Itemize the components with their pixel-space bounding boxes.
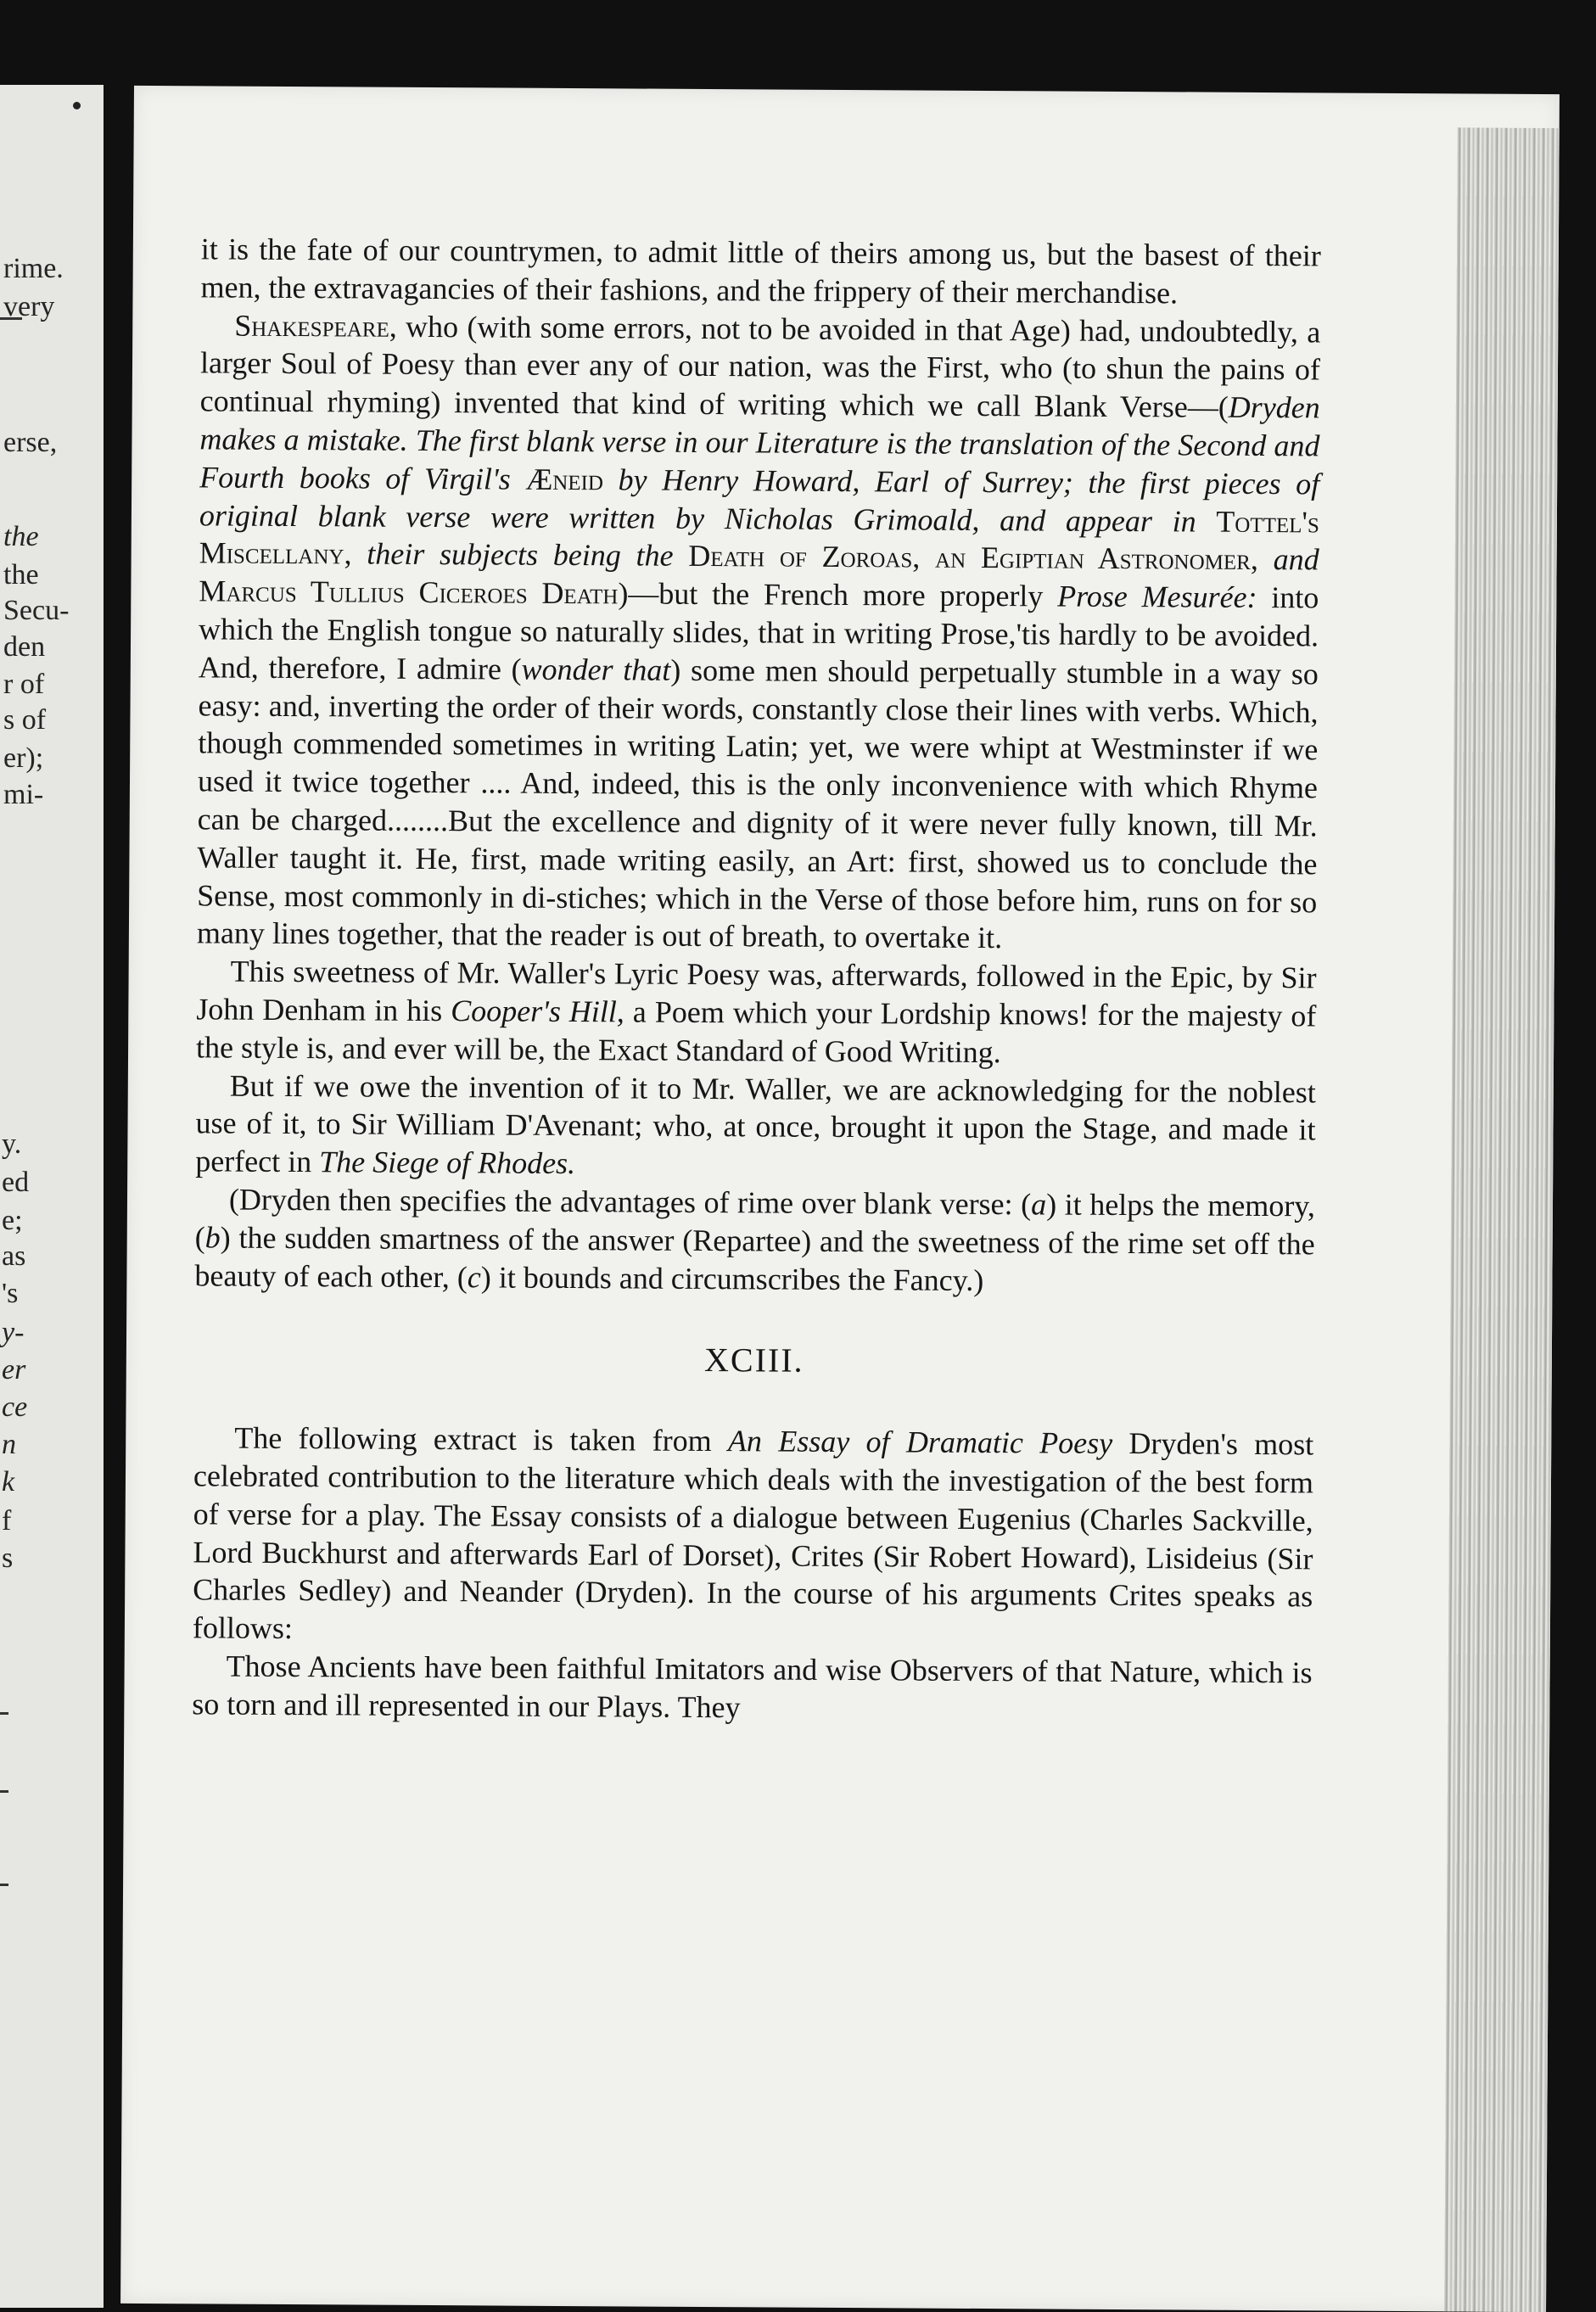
paragraph — [192, 1647, 1313, 1730]
text-run: , who (with some errors, not to be avoided in that Age) had, undoubtedly, a larger Soul of Poesy than ever any of our nation, was the First, who (to shun the pains of continual rhyming) invented that kind of writing which we call Blank Verse—( — [199, 309, 1321, 424]
work-title: Marcus Tullius Ciceroes Death — [199, 574, 619, 611]
italic-term: wonder that — [521, 652, 671, 687]
text-run: ) some men should perpetually stumble in a way so easy: and, inverting the order of their words, constantly close their lines with verbs. Which, though commended sometimes in writing Latin; yet, we were whipt at Westminster if we used it twice together .... And, indeed, this is the only inconvenience with which Rhyme can be charged........But the excellence and dignity of it were never fully known, till Mr. Waller taught it. He, first, made writing easily, an Art: first, showed us to conclude the Sense, most commonly in di-stiches; which in the Verse of those before him, runs on for so many lines together, that the reader is out of breath, to overtake it. — [196, 652, 1319, 955]
work-title: Cooper's Hill, — [451, 994, 625, 1029]
cut-off-text: 's — [2, 1278, 19, 1309]
text-run: Those Ancients have been faithful Imitators and wise Observers of that Nature, which is so torn and ill represented in our Plays. They — [192, 1649, 1313, 1724]
cut-off-text: Secu- — [3, 595, 70, 626]
work-title: An Essay of Dramatic Poesy — [727, 1424, 1113, 1461]
cut-off-text: as — [2, 1240, 26, 1272]
cut-off-text: er — [2, 1354, 26, 1386]
cut-off-text: f — [2, 1505, 12, 1537]
italic-note: and — [1273, 542, 1319, 577]
cut-off-text: den — [3, 631, 46, 663]
section-number: XCIII. — [703, 1341, 804, 1380]
rule-mark — [0, 1884, 8, 1886]
text-run: it is the fate of our countrymen, to admit little of theirs among us, but the basest of their men, the extravagancies of their fashions, and the frippery of their merchandise. — [200, 232, 1321, 311]
cut-off-text: k — [2, 1466, 15, 1497]
enumeration-letter: b — [204, 1220, 221, 1255]
cut-off-text: rime. — [3, 253, 64, 284]
italic-note: Dryden makes a mistake. The first blank verse in our Literature is the translation of the Second and Fourth books of Virgil's — [199, 389, 1320, 496]
cut-off-text: e; — [2, 1205, 23, 1236]
italic-note: by Henry Howard, Earl of Surrey; the first pieces of original blank verse were written by Nicholas Grimoald, and appear in — [199, 462, 1320, 539]
text-run: a Poem which your Lordship knows! for the majesty of the style is, and ever will be, the Exact Standard of Good Writing. — [195, 994, 1317, 1069]
book-page — [120, 86, 1560, 2312]
cut-off-text: ed — [2, 1167, 30, 1198]
work-title: Tottel's Miscellany — [199, 504, 1320, 571]
work-title: Æneid — [525, 462, 604, 497]
cut-off-text: mi- — [3, 779, 44, 810]
paragraph — [195, 1066, 1316, 1187]
page-edges — [1444, 127, 1560, 2312]
enumeration-letter: c — [467, 1259, 481, 1294]
text-run: into which the English tongue so naturally slides, that in writing Prose,'tis hardly to be avoided. And, therefore, I admire ( — [198, 580, 1319, 686]
text-run: (Dryden then specifies the advantages of rime over blank verse: ( — [228, 1182, 1032, 1222]
cut-off-text: er); — [3, 742, 44, 774]
text-run: )—but the French more properly — [618, 576, 1044, 613]
cut-off-text: s of — [3, 704, 47, 736]
page-text — [192, 230, 1321, 1730]
ink-dot — [73, 102, 81, 109]
cut-off-text: the — [3, 521, 39, 552]
paragraph — [194, 1180, 1315, 1301]
italic-term: Prose Mesurée: — [1057, 579, 1257, 615]
text-run: But if we owe the invention of it to Mr. Waller, we are acknowledging for the noblest use of it, to Sir William D'Avenant; who, at once, brought it upon the Stage, and made it perfect in — [195, 1068, 1316, 1179]
adjacent-page-fragment — [0, 85, 104, 2308]
cut-off-text: y- — [2, 1317, 25, 1348]
text-run: Dryden's most celebrated contribution to the literature which deals with the investigation of the best form of verse for a play. The Essay consists of a dialogue between Eugenius (Charles Sackville, Lord Buckhurst and afterwards Earl of Dorset), Crites (Sir Robert Howard), Lisideius (Sir Charles Sedley) and Neander (Dryden). In the course of his arguments Crites speaks as follows: — [192, 1426, 1314, 1646]
paragraph: Shakespeare, who (with some errors, not to be avoided in that Age) had, undoubtedly, a larger Soul of Poesy than ever any of our nation, was the First, who (to shun the pains of continual rhyming) invented that kind of writing which we call Blank Verse—(Dryden makes a mistake. The first blank verse in our Literature is the translation of the Second and Fourth books of Virgil's Æneid by Henry Howard, Earl of Surrey; the first pieces of original blank verse were written by Nicholas Grimoald, and appear in Tottel's Miscellany, their subjects being the Death of Zoroas, an Egiptian Astronomer, and Marcus Tullius Ciceroes Death)—but the French more properly Prose Mesurée: into which the English tongue so naturally slides, that in writing Prose,'tis hardly to be avoided. And, therefore, I admire (wonder that) some men should perpetually stumble in a way so easy: and, inverting the order of their words, constantly close their lines with verbs. Which, though commended sometimes in writing Latin; yet, we were whipt at Westminster if we used it twice together .... And, indeed, this is the only inconvenience with which Rhyme can be charged........But the excellence and dignity of it were never fully known, till Mr. Waller taught it. He, first, made writing easily, an Art: first, showed us to conclude the Sense, most commonly in di-stiches; which in the Verse of those before him, runs on for so many lines together, that the reader is out of breath, to overtake it. — [196, 308, 1321, 955]
cut-off-text: very — [3, 291, 55, 322]
cut-off-text: the — [3, 559, 39, 591]
cut-off-text: s — [2, 1542, 14, 1574]
paragraph — [193, 1419, 1314, 1654]
cut-off-text: erse, — [3, 427, 58, 458]
paragraph — [200, 230, 1321, 313]
work-title: Death of Zoroas, an Egiptian Astronomer — [688, 539, 1252, 577]
paragraph — [196, 952, 1317, 1072]
rule-mark — [0, 1712, 8, 1715]
text-run: This sweetness of Mr. Waller's Lyric Poesy was, afterwards, followed in the Epic, by Sir John Denham in his — [196, 954, 1317, 1028]
text-run: ) it bounds and circumscribes the Fancy.) — [480, 1259, 984, 1297]
text-run: ) the sudden smartness of the answer (Repartee) and the sweetness of the rime set off the beauty of each other, ( — [194, 1220, 1315, 1294]
cut-off-text: y. — [2, 1128, 22, 1160]
author-name: Shakespeare — [234, 308, 389, 344]
text-run: ) it helps the memory, ( — [194, 1187, 1316, 1255]
work-title: The Siege of Rhodes. — [319, 1145, 576, 1181]
cut-off-text: ce — [2, 1391, 28, 1423]
rule-mark — [0, 1790, 8, 1793]
enumeration-letter: a — [1031, 1187, 1047, 1222]
italic-note: their subjects being the — [367, 536, 674, 574]
text-run: The following extract is taken from — [234, 1420, 712, 1458]
cut-off-text: r of — [3, 669, 45, 700]
cut-off-text: n — [2, 1429, 16, 1460]
